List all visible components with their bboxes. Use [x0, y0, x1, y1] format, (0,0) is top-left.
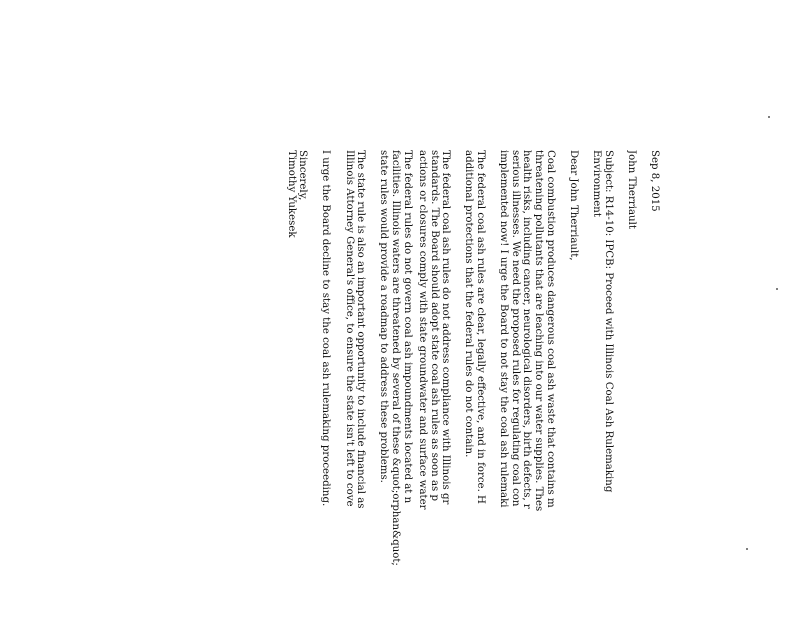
paragraph-line: Coal combustion produces dangerous coal ash waste that contains m	[544, 150, 556, 508]
letter-closing: Sincerely,	[297, 150, 309, 201]
paragraph-line: threatening pollutants that are leaching into our water supplies. Thes	[533, 150, 545, 512]
letter-subject-continued: Environment	[591, 150, 603, 217]
paragraph-line: facilities. Illinois waters are threatened by several of these &quot;orphan&quot;	[389, 150, 401, 566]
paragraph-groundwater	[417, 150, 452, 630]
scan-speck	[768, 116, 770, 118]
paragraph-line: implemented now! I urge the Board to not stay the coal ash rulemaki	[498, 150, 510, 508]
paragraph-federal-rules	[463, 150, 486, 630]
paragraph-line: serious illnesses. We need the proposed rules for regulating coal con	[509, 150, 521, 507]
paragraph-line: The state rule is also an important opportunity to include financial as	[355, 150, 367, 509]
paragraph-line: Illinois Attorney General's office, to ensure the state isn't left to cove	[343, 150, 355, 507]
paragraph-line: additional protections that the federal rules do not contain.	[463, 150, 475, 458]
paragraph-line: health risks, including cancer, neurological disorders, birth defects, r	[521, 150, 533, 509]
letter-subject: Subject: R14-10: IPCB: Proceed with Illinois Coal Ash Rulemaking	[602, 150, 614, 493]
paragraph-line: The federal coal ash rules are clear, legally effective, and in force. H	[475, 150, 487, 504]
paragraph-line: state rules would provide a roadmap to address these problems.	[378, 150, 390, 483]
paragraph-line: I urge the Board decline to stay the coal ash rulemaking proceeding.	[320, 150, 332, 507]
letter-date: Sep 8, 2015	[649, 150, 660, 212]
letter-body	[285, 150, 660, 630]
letter-signature: Timothy Yukesek	[285, 150, 297, 238]
paragraph-impoundments	[378, 150, 413, 630]
paragraph-request	[320, 150, 332, 630]
paragraph-line: The federal rules do not govern coal ash impoundments located at n	[401, 150, 413, 504]
letter-salutation: Dear John Therriault,	[567, 150, 579, 261]
scan-speck	[776, 288, 778, 290]
paragraph-line: actions or closures comply with state groundwater and surface water	[417, 150, 429, 510]
paragraph-health-risks	[498, 150, 556, 630]
paragraph-line: standards. The Board should adopt state coal ash rules as soon as p	[428, 150, 440, 502]
scan-speck	[746, 548, 748, 550]
paragraph-line: The federal coal ash rules do not address compliance with Illinois gr	[440, 150, 452, 505]
paragraph-financial-assurance	[343, 150, 366, 630]
letter-recipient: John Therriault	[625, 150, 637, 229]
